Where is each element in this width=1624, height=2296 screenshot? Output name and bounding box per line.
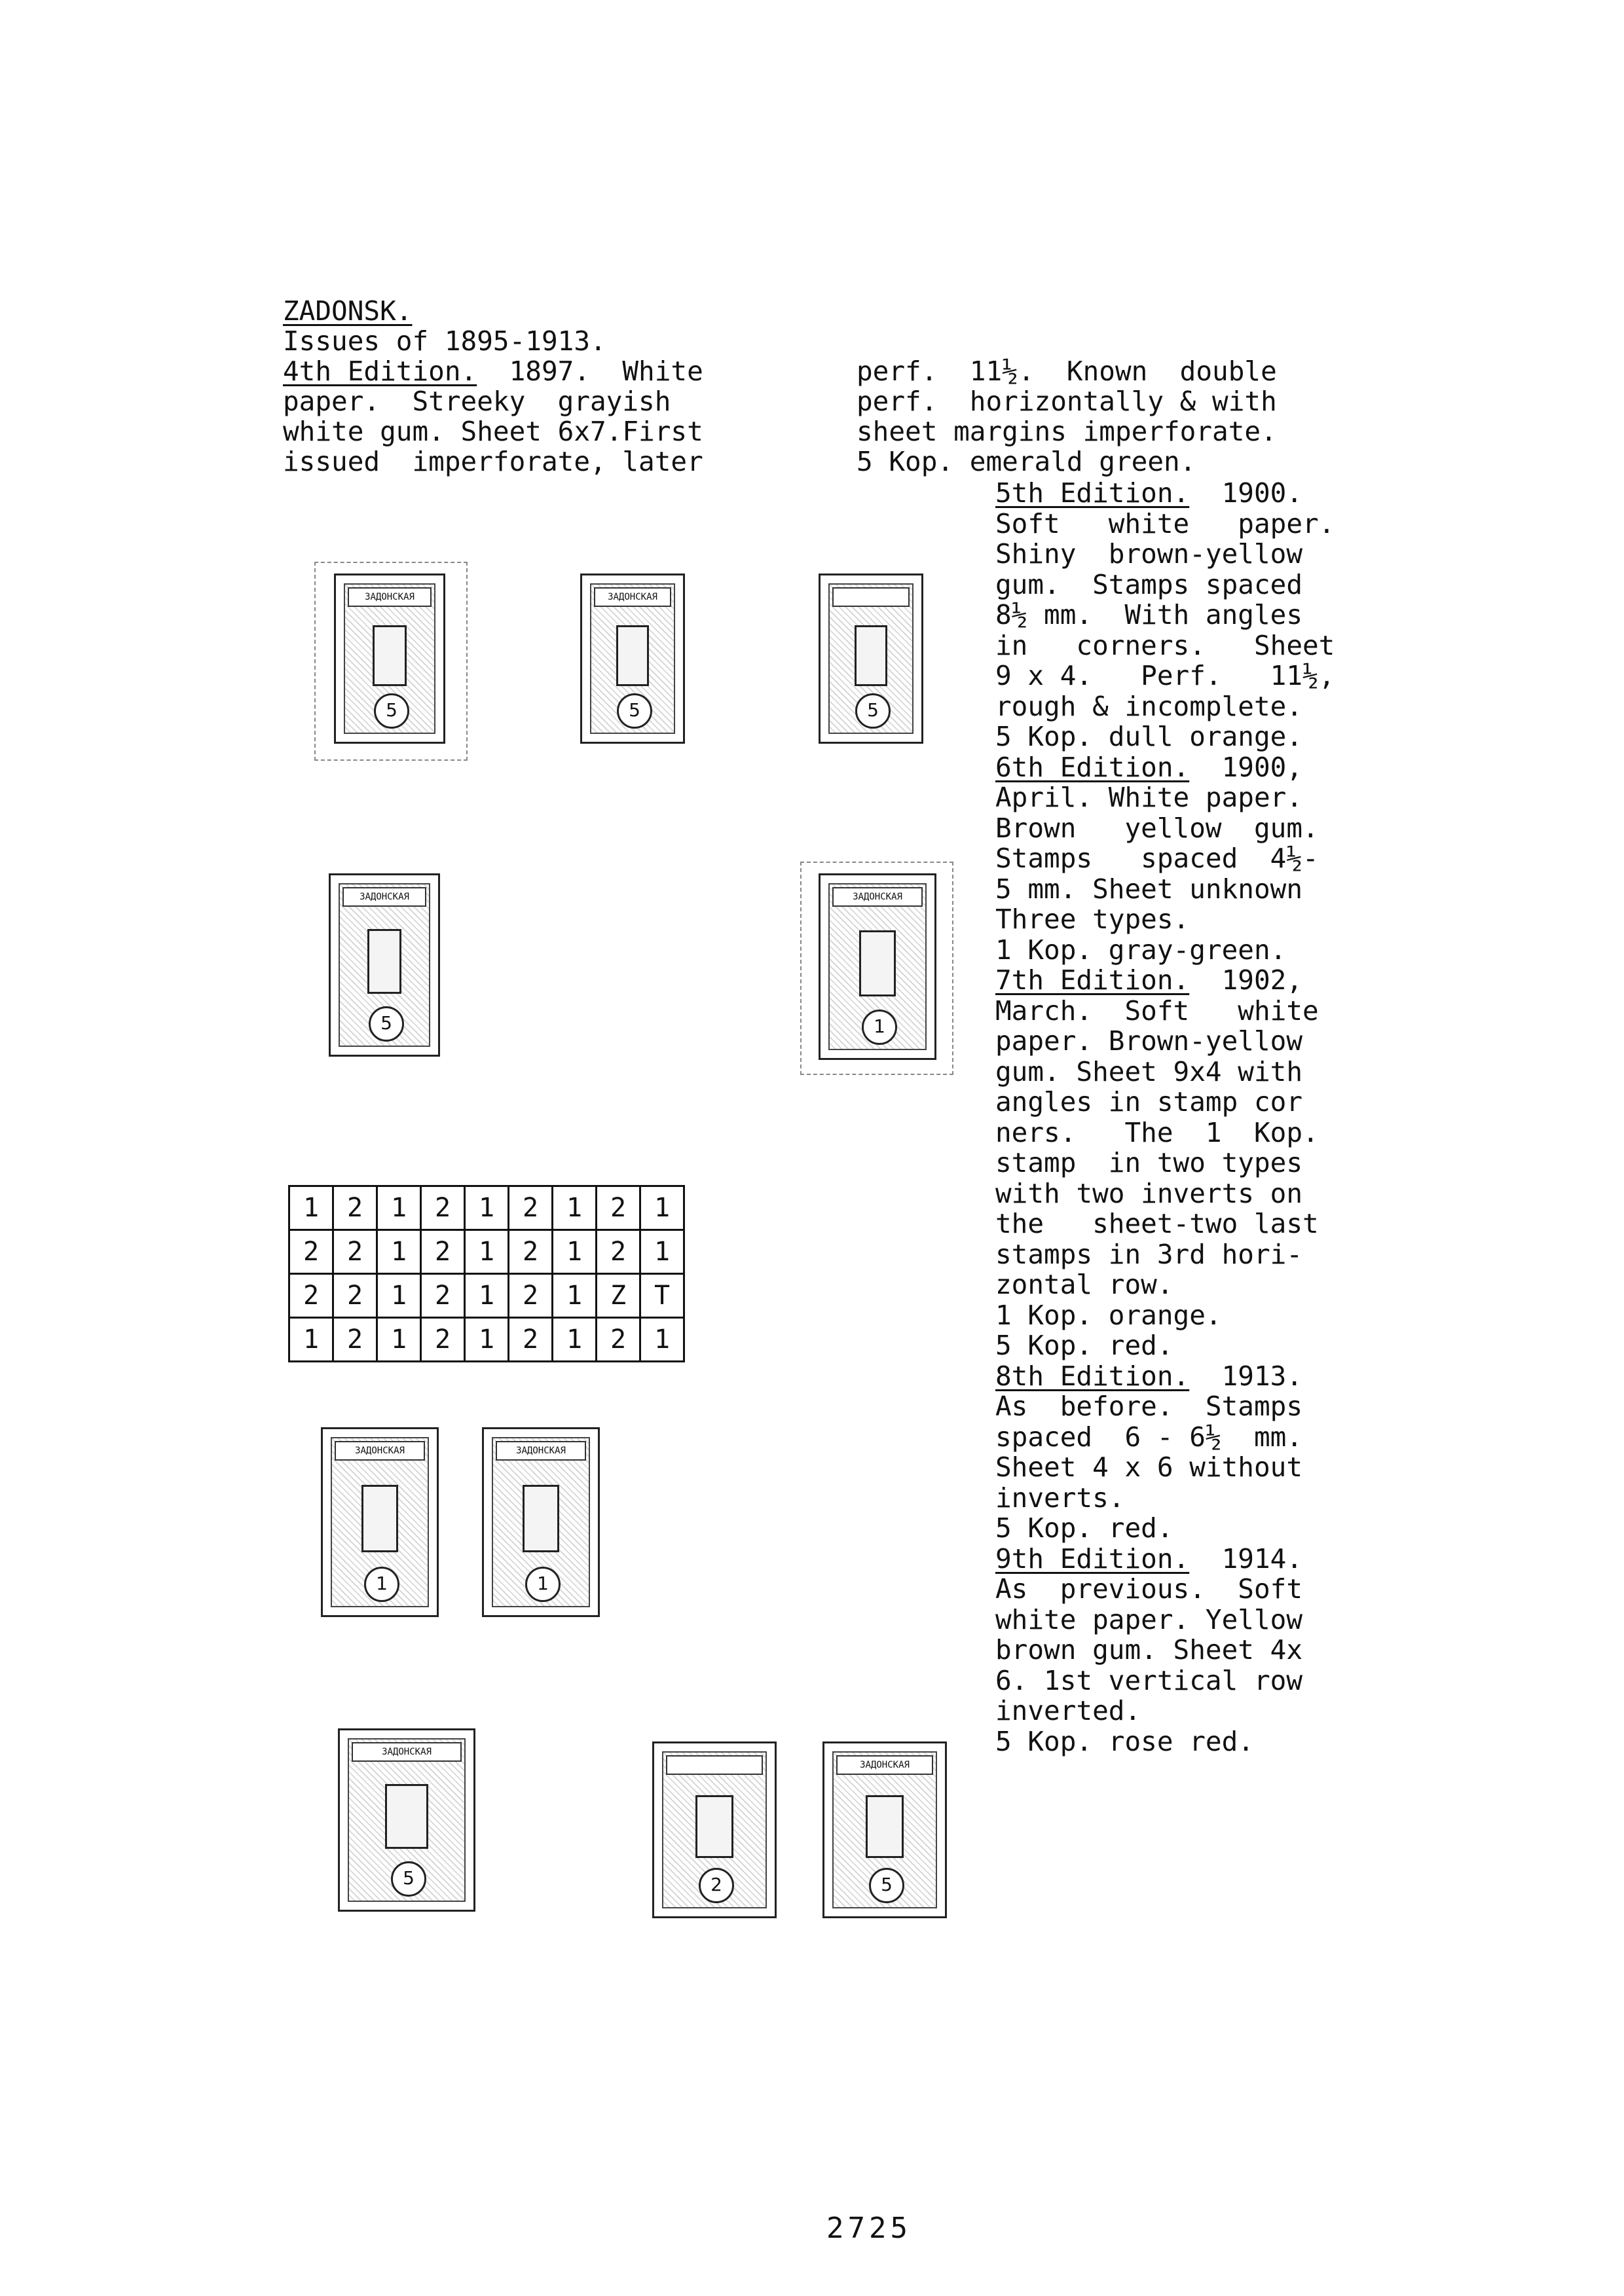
grid-cell: 1 — [377, 1186, 421, 1230]
grid-cell: 1 — [377, 1318, 421, 1362]
text-line: 5 Kop. red. — [995, 1330, 1173, 1361]
text-line: Brown yellow gum. — [995, 812, 1319, 844]
grid-cell: 1 — [465, 1230, 509, 1274]
text-line: Soft white paper. — [995, 507, 1335, 539]
grid-cell: 2 — [421, 1186, 465, 1230]
edition-heading: 5th Edition. 1900. — [995, 477, 1303, 509]
page-title: ZADONSK. — [283, 295, 413, 327]
stamp-image: 2 — [652, 1741, 777, 1918]
text-line: Stamps spaced 4½- — [995, 843, 1319, 874]
grid-cell: 2 — [509, 1186, 553, 1230]
grid-cell: 2 — [421, 1274, 465, 1318]
grid-cell: T — [640, 1274, 684, 1318]
grid-cell: 2 — [597, 1186, 640, 1230]
edition-heading: 8th Edition. 1913. — [995, 1360, 1303, 1392]
grid-cell: 1 — [553, 1318, 597, 1362]
text-line: brown gum. Sheet 4x — [995, 1634, 1302, 1666]
grid-cell: 2 — [421, 1318, 465, 1362]
stamp-image: ЗАДОНСКАЯ 1 — [819, 873, 936, 1060]
text-line: paper. Brown-yellow — [995, 1025, 1302, 1057]
grid-row — [289, 1186, 684, 1230]
edition-heading: 6th Edition. 1900, — [995, 751, 1303, 783]
grid-cell: 1 — [553, 1274, 597, 1318]
text-line: 1 Kop. orange. — [995, 1299, 1222, 1331]
text-line: 6. 1st vertical row — [995, 1664, 1302, 1696]
grid-cell: 2 — [333, 1230, 377, 1274]
text-line: white gum. Sheet 6x7.First — [283, 416, 703, 447]
grid-cell: 2 — [509, 1318, 553, 1362]
text-line: 4th Edition. 1897. White — [283, 355, 703, 387]
text-line: As previous. Soft — [995, 1573, 1302, 1605]
text-line: Three types. — [995, 903, 1190, 935]
text-line: 5 mm. Sheet unknown — [995, 873, 1302, 905]
text-line: 8½ mm. With angles — [995, 599, 1302, 630]
grid-cell: 1 — [465, 1274, 509, 1318]
text-line: As before. Stamps — [995, 1391, 1302, 1422]
text-line: Shiny brown-yellow — [995, 538, 1302, 570]
stamp-image: ЗАДОНСКАЯ 5 — [338, 1728, 475, 1912]
text-line: in corners. Sheet — [995, 629, 1335, 661]
grid-cell: 2 — [509, 1274, 553, 1318]
text-line: white paper. Yellow — [995, 1603, 1302, 1635]
edition-heading: 9th Edition. 1914. — [995, 1542, 1303, 1575]
grid-cell: 1 — [465, 1318, 509, 1362]
issues-subtitle: Issues of 1895-1913. — [283, 325, 606, 357]
grid-row — [289, 1318, 684, 1362]
text-line: perf. horizontally & with — [857, 386, 1277, 417]
stamp-image: ЗАДОНСКАЯ 5 — [580, 574, 685, 744]
stamp-image: 5 — [819, 574, 923, 744]
text-line: gum. Sheet 9x4 with — [995, 1055, 1302, 1087]
text-line: the sheet-two last — [995, 1208, 1319, 1239]
page-number: 2725 — [826, 2212, 912, 2245]
grid-cell: 2 — [333, 1274, 377, 1318]
text-line: 5 Kop. emerald green. — [857, 446, 1196, 477]
grid-cell: 1 — [377, 1274, 421, 1318]
grid-cell: 1 — [640, 1318, 684, 1362]
text-line: sheet margins imperforate. — [857, 416, 1277, 447]
grid-cell: 2 — [509, 1230, 553, 1274]
text-line: issued imperforate, later — [283, 446, 703, 477]
grid-cell: Z — [597, 1274, 640, 1318]
text-line: stamp in two types — [995, 1147, 1302, 1178]
grid-cell: 2 — [333, 1186, 377, 1230]
text-line: Sheet 4 x 6 without — [995, 1451, 1302, 1483]
grid-cell: 1 — [640, 1230, 684, 1274]
text-line: April. White paper. — [995, 782, 1302, 813]
text-line: with two inverts on — [995, 1177, 1302, 1209]
grid-cell: 1 — [640, 1186, 684, 1230]
text-line: paper. Streeky grayish — [283, 386, 671, 417]
text-line: spaced 6 - 6½ mm. — [995, 1421, 1302, 1453]
stamp-image: ЗАДОНСКАЯ 5 — [822, 1741, 947, 1918]
text-line: rough & incomplete. — [995, 690, 1302, 722]
grid-cell: 1 — [377, 1230, 421, 1274]
grid-cell: 2 — [289, 1274, 333, 1318]
text-line: 1 Kop. gray-green. — [995, 934, 1287, 966]
stamp-image: ЗАДОНСКАЯ 5 — [334, 574, 445, 744]
text-line: stamps in 3rd hori- — [995, 1238, 1302, 1270]
grid-row — [289, 1230, 684, 1274]
stamp-image: ЗАДОНСКАЯ 1 — [482, 1427, 600, 1617]
edition-heading: 7th Edition. 1902, — [995, 964, 1303, 996]
text-line: inverts. — [995, 1482, 1125, 1514]
text-line: perf. 11½. Known double — [857, 355, 1277, 387]
text-line: ners. The 1 Kop. — [995, 1116, 1319, 1148]
grid-row — [289, 1274, 684, 1318]
text-line: angles in stamp cor — [995, 1086, 1302, 1118]
grid-cell: 1 — [465, 1186, 509, 1230]
grid-cell: 2 — [333, 1318, 377, 1362]
grid-cell: 2 — [597, 1318, 640, 1362]
text-line: zontal row. — [995, 1269, 1173, 1300]
stamp-image: ЗАДОНСКАЯ 1 — [321, 1427, 439, 1617]
grid-cell: 2 — [597, 1230, 640, 1274]
grid-cell: 1 — [553, 1186, 597, 1230]
grid-cell: 1 — [289, 1186, 333, 1230]
stamp-image: ЗАДОНСКАЯ 5 — [329, 873, 440, 1057]
grid-cell: 2 — [289, 1230, 333, 1274]
grid-cell: 1 — [289, 1318, 333, 1362]
sheet-layout-grid — [288, 1185, 685, 1362]
text-line: inverted. — [995, 1695, 1141, 1726]
text-line: 5 Kop. rose red. — [995, 1725, 1254, 1757]
grid-cell: 2 — [421, 1230, 465, 1274]
text-line: March. Soft white — [995, 994, 1319, 1027]
text-line: 9 x 4. Perf. 11½, — [995, 660, 1335, 691]
grid-cell: 1 — [553, 1230, 597, 1274]
text-line: 5 Kop. dull orange. — [995, 721, 1302, 752]
text-line: gum. Stamps spaced — [995, 568, 1302, 600]
text-line: 5 Kop. red. — [995, 1512, 1173, 1544]
